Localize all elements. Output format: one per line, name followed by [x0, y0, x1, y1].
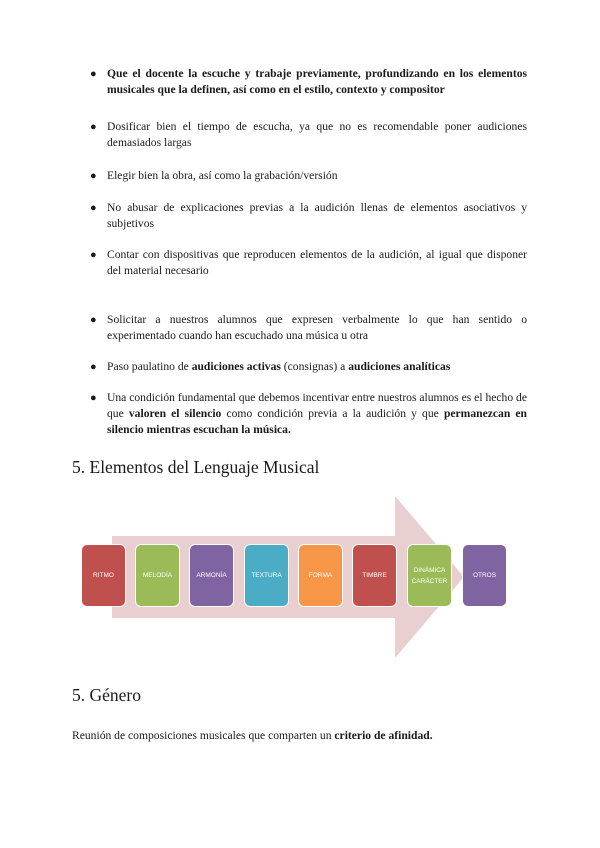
bullet-item — [90, 66, 527, 98]
bullet-dot-icon: ● — [90, 249, 97, 261]
bullet-item — [90, 359, 527, 375]
bullet-item — [90, 390, 527, 438]
bullet-text: audiciones analíticas — [348, 360, 451, 373]
bullet-dot-icon: ● — [90, 392, 97, 404]
bullet-text: permanezcan en silencio mientras escuchan la música. — [107, 407, 527, 436]
element-box-label: TEXTURA — [251, 572, 282, 579]
bullet-text: Que el docente la escuche y trabaje previamente, profundizando en los elementos musicales que la definen, así como en el estilo, contexto y compositor — [107, 67, 527, 96]
bullet-dot-icon: ● — [90, 202, 97, 214]
bullet-text: valoren el silencio — [128, 407, 222, 420]
element-box-label: FORMA — [308, 572, 333, 579]
bullet-dot-icon: ● — [90, 68, 97, 80]
element-box-label: ARMONÍA — [196, 572, 227, 579]
bullet-text: como condición previa a la audición y que — [221, 407, 444, 420]
section-title-genre: 5. Género — [72, 685, 142, 705]
genre-definition — [72, 728, 433, 743]
definition-text: Reunión de composiciones musicales que comparten un — [72, 729, 335, 742]
element-box-armonia — [189, 544, 234, 607]
bullet-item — [90, 247, 527, 279]
element-box-label: TIMBRE — [362, 572, 387, 579]
element-box-dinamica — [407, 544, 452, 607]
bullet-item — [90, 119, 527, 151]
element-box-label: DINÁMICA CARÁCTER — [411, 566, 448, 585]
bullet-dot-icon: ● — [90, 361, 97, 373]
bullet-dot-icon: ● — [90, 314, 97, 326]
element-box-melodia — [135, 544, 180, 607]
element-box-label: MELODÍA — [142, 572, 173, 579]
bullet-item — [90, 200, 527, 232]
bullet-text: Solicitar a nuestros alumnos que expresen verbalmente lo que han sentido o experimentado cuando han escuchado una música u otra — [107, 313, 527, 342]
bullet-text: No abusar de explicaciones previas a la audición llenas de elementos asociativos y subjetivos — [107, 201, 527, 230]
bullet-text: Una condición fundamental que debemos incentivar entre nuestros alumnos es el hecho de que — [107, 391, 527, 420]
element-box-timbre — [352, 544, 397, 607]
bullet-text: Dosificar bien el tiempo de escucha, ya que no es recomendable poner audiciones demasiados largas — [107, 120, 527, 149]
element-box-ritmo — [81, 544, 126, 607]
element-box-textura — [244, 544, 289, 607]
bullet-dot-icon: ● — [90, 121, 97, 133]
bullet-text: Elegir bien la obra, así como la grabación/versión — [107, 169, 338, 182]
element-box-otros — [462, 544, 507, 607]
bullet-text: Contar con dispositivas que reproducen elementos de la audición, al igual que disponer del material necesario — [107, 248, 527, 277]
definition-text: criterio de afinidad. — [334, 729, 433, 742]
element-box-label: RITMO — [93, 572, 114, 579]
bullet-dot-icon: ● — [90, 170, 97, 182]
element-box-forma — [298, 544, 343, 607]
element-box-label: OTROS — [472, 572, 497, 579]
section-title-elements: 5. Elementos del Lenguaje Musical — [72, 457, 320, 477]
bullet-text: audiciones activas — [191, 360, 281, 373]
bullet-text: (consignas) a — [280, 360, 349, 373]
bullet-item — [90, 168, 527, 184]
bullet-text: Paso paulatino de — [107, 360, 192, 373]
bullet-item — [90, 312, 527, 344]
musical-elements-diagram — [72, 494, 522, 660]
